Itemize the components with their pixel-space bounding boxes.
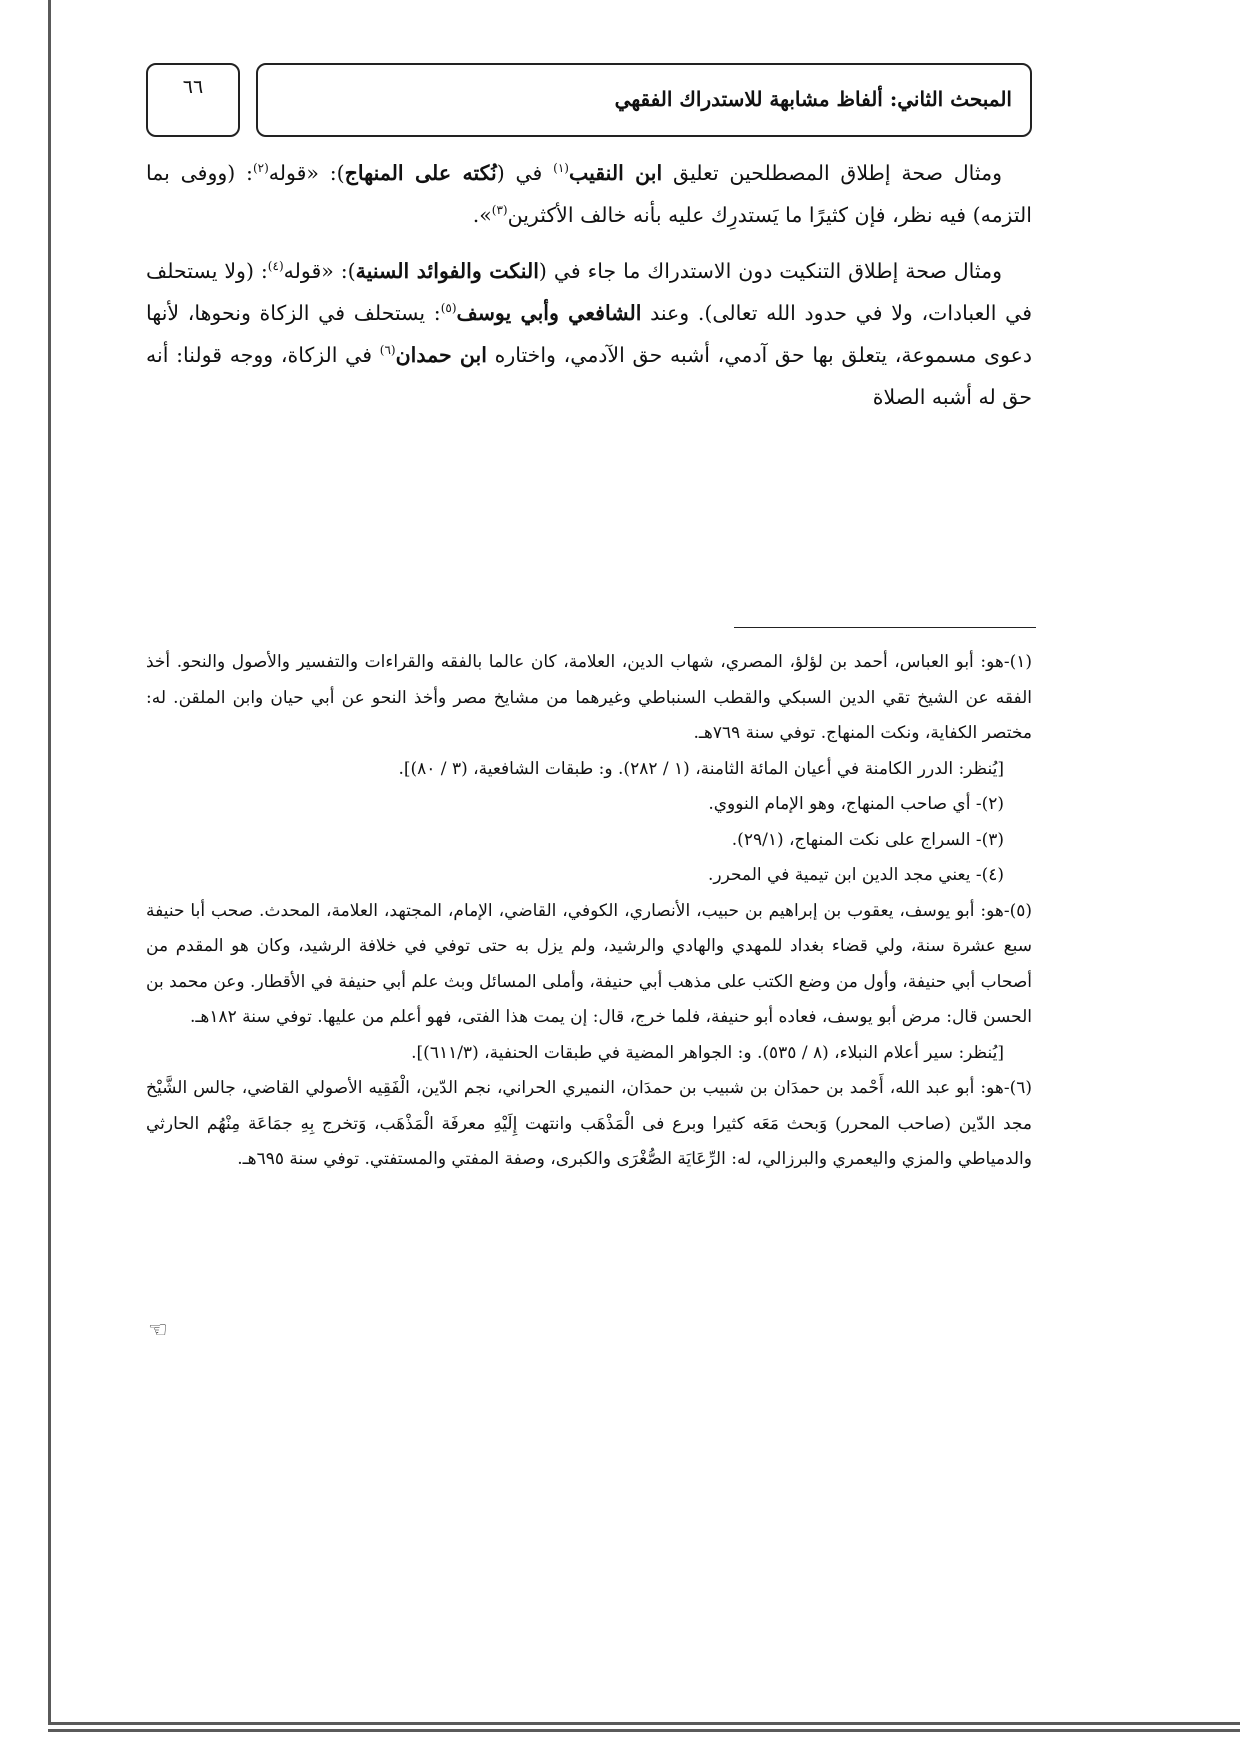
page-number: ٦٦: [146, 63, 240, 137]
footnote-5: (٥)-هو: أبو يوسف، يعقوب بن إبراهيم بن حبيب، الأنصاري، الكوفي، القاضي، الإمام، المجتهد، العلامة، المحدث. صحب أبا حنيفة سبع عشرة سنة، ولي قضاء بغداد للمهدي والهادي والرشيد، ولم يزل به حتى توفي في خلافة الرشيد، وكان هو المقدم من أصحاب أبي حنيفة، وأول من وضع الكتب على مذهب أبي حنيفة، وأملى المسائل وبث علم أبي حنيفة في الأقطار. وعن محمد بن الحسن قال: مرض أبو يوسف، فعاده أبو حنيفة، فلما خرج، قال: إن يمت هذا الفتى، فهو أعلم من عليها. توفي سنة ١٨٢هـ.: [146, 900, 1032, 1027]
footnote-ref: (٥): [440, 301, 457, 316]
footnote-ref: (٤): [267, 259, 284, 274]
footnote-6: (٦)-هو: أبو عبد الله، أَحْمد بن حمدَان بن شبيب بن حمدَان، النميري الحراني، نجم الدّين، الْفَقِيه الأصولي القاضي، جالس الشَّيْخ مجد الدّين (صاحب المحرر) وَبحث مَعَه كثيرا وبرع فى الْمَذْهَب وانتهت إِلَيْهِ معرفَة الْمَذْهَب، وَتخرج بِهِ جمَاعَة مِنْهُم الحارثي والدمياطي والمزي واليعمري والبرزالي، له: الرِّعَايَة الصُّغْرَى والكبرى، وصفة المفتي والمستفتي. توفي سنة ٦٩٥هـ.: [146, 1078, 1032, 1169]
footnote-4: (٤)- يعني مجد الدين ابن تيمية في المحرر.: [707, 865, 1004, 885]
footnote-1-reference: [يُنظر: الدرر الكامنة في أعيان المائة الثامنة، (١ / ٢٨٢). و: طبقات الشافعية، (٣ / ٨٠)].: [398, 758, 1004, 779]
footnote-2: (٢)- أي صاحب المنهاج، وهو الإمام النووي.: [708, 794, 1004, 814]
footnote-1: (١)-هو: أبو العباس، أحمد بن لؤلؤ، المصري، شهاب الدين، العلامة، كان عالما بالفقه والقراءات والتفسير والأصول والنحو. أخذ الفقه عن الشيخ تقي الدين السبكي والقطب السنباطي وغيرهما من مشايخ مصر وأخذ النحو عن أبي حيان وابن الملقن. له: مختصر الكفاية، ونكت المنهاج. توفي سنة ٧٦٩هـ.: [146, 652, 1032, 743]
footnote-5-reference: [يُنظر: سير أعلام النبلاء، (٨ / ٥٣٥). و: الجواهر المضية في طبقات الحنفية، (٦١١/٣)].: [411, 1042, 1004, 1063]
bold-title: نُكته على المنهاج: [344, 161, 497, 185]
text: : (ولا يستحلف في العبادات، ولا في حدود الله تعالى). وعند: [146, 259, 1032, 325]
footnote-ref: (٣): [491, 203, 508, 218]
text: في (: [496, 161, 554, 185]
text: ): «قوله: [283, 259, 356, 283]
footnote-ref: (١): [553, 161, 569, 176]
text: ».: [472, 203, 492, 227]
pointing-hand-icon: ☜: [148, 1318, 168, 1343]
footnotes: [146, 645, 1032, 1178]
bold-name: ابن النقيب: [568, 161, 663, 185]
paragraph-1: [146, 152, 1032, 236]
text: في الزكاة، ووجه قولنا: أنه حق له أشبه الصلاة: [146, 343, 1032, 409]
page-frame-bottom-outer: [48, 1729, 1240, 1732]
bold-name: ابن حمدان: [395, 343, 487, 367]
text: ومثال صحة إطلاق التنكيت دون الاستدراك ما جاء في (: [538, 259, 1002, 283]
page-frame-bottom: [48, 1722, 1240, 1725]
footnote-ref: (٦): [379, 343, 396, 358]
footnote-separator: [734, 627, 1036, 628]
paragraph-2: [146, 250, 1032, 418]
text: ومثال صحة إطلاق المصطلحين تعليق: [662, 161, 1002, 185]
chapter-title: المبحث الثاني: ألفاظ مشابهة للاستدراك الفقهي: [256, 63, 1032, 137]
bold-name: الشافعي وأبي يوسف: [456, 301, 642, 325]
bold-title: النكت والفوائد السنية: [355, 259, 539, 283]
footnote-ref: (٢): [252, 161, 269, 176]
text: ): «قوله: [268, 161, 345, 185]
text: : (ووفى بما التزمه) فيه نظر، فإن كثيرًا ما يَستدرِك عليه بأنه خالف الأكثرين: [146, 161, 1032, 227]
main-text: [146, 152, 1032, 432]
page-frame-left: [48, 0, 51, 1725]
footnote-3: (٣)- السراج على نكت المنهاج، (٢٩/١).: [731, 829, 1004, 850]
text: : يستحلف في الزكاة ونحوها، لأنها دعوى مسموعة، يتعلق بها حق آدمي، أشبه حق الآدمي، واختاره: [146, 301, 1032, 367]
